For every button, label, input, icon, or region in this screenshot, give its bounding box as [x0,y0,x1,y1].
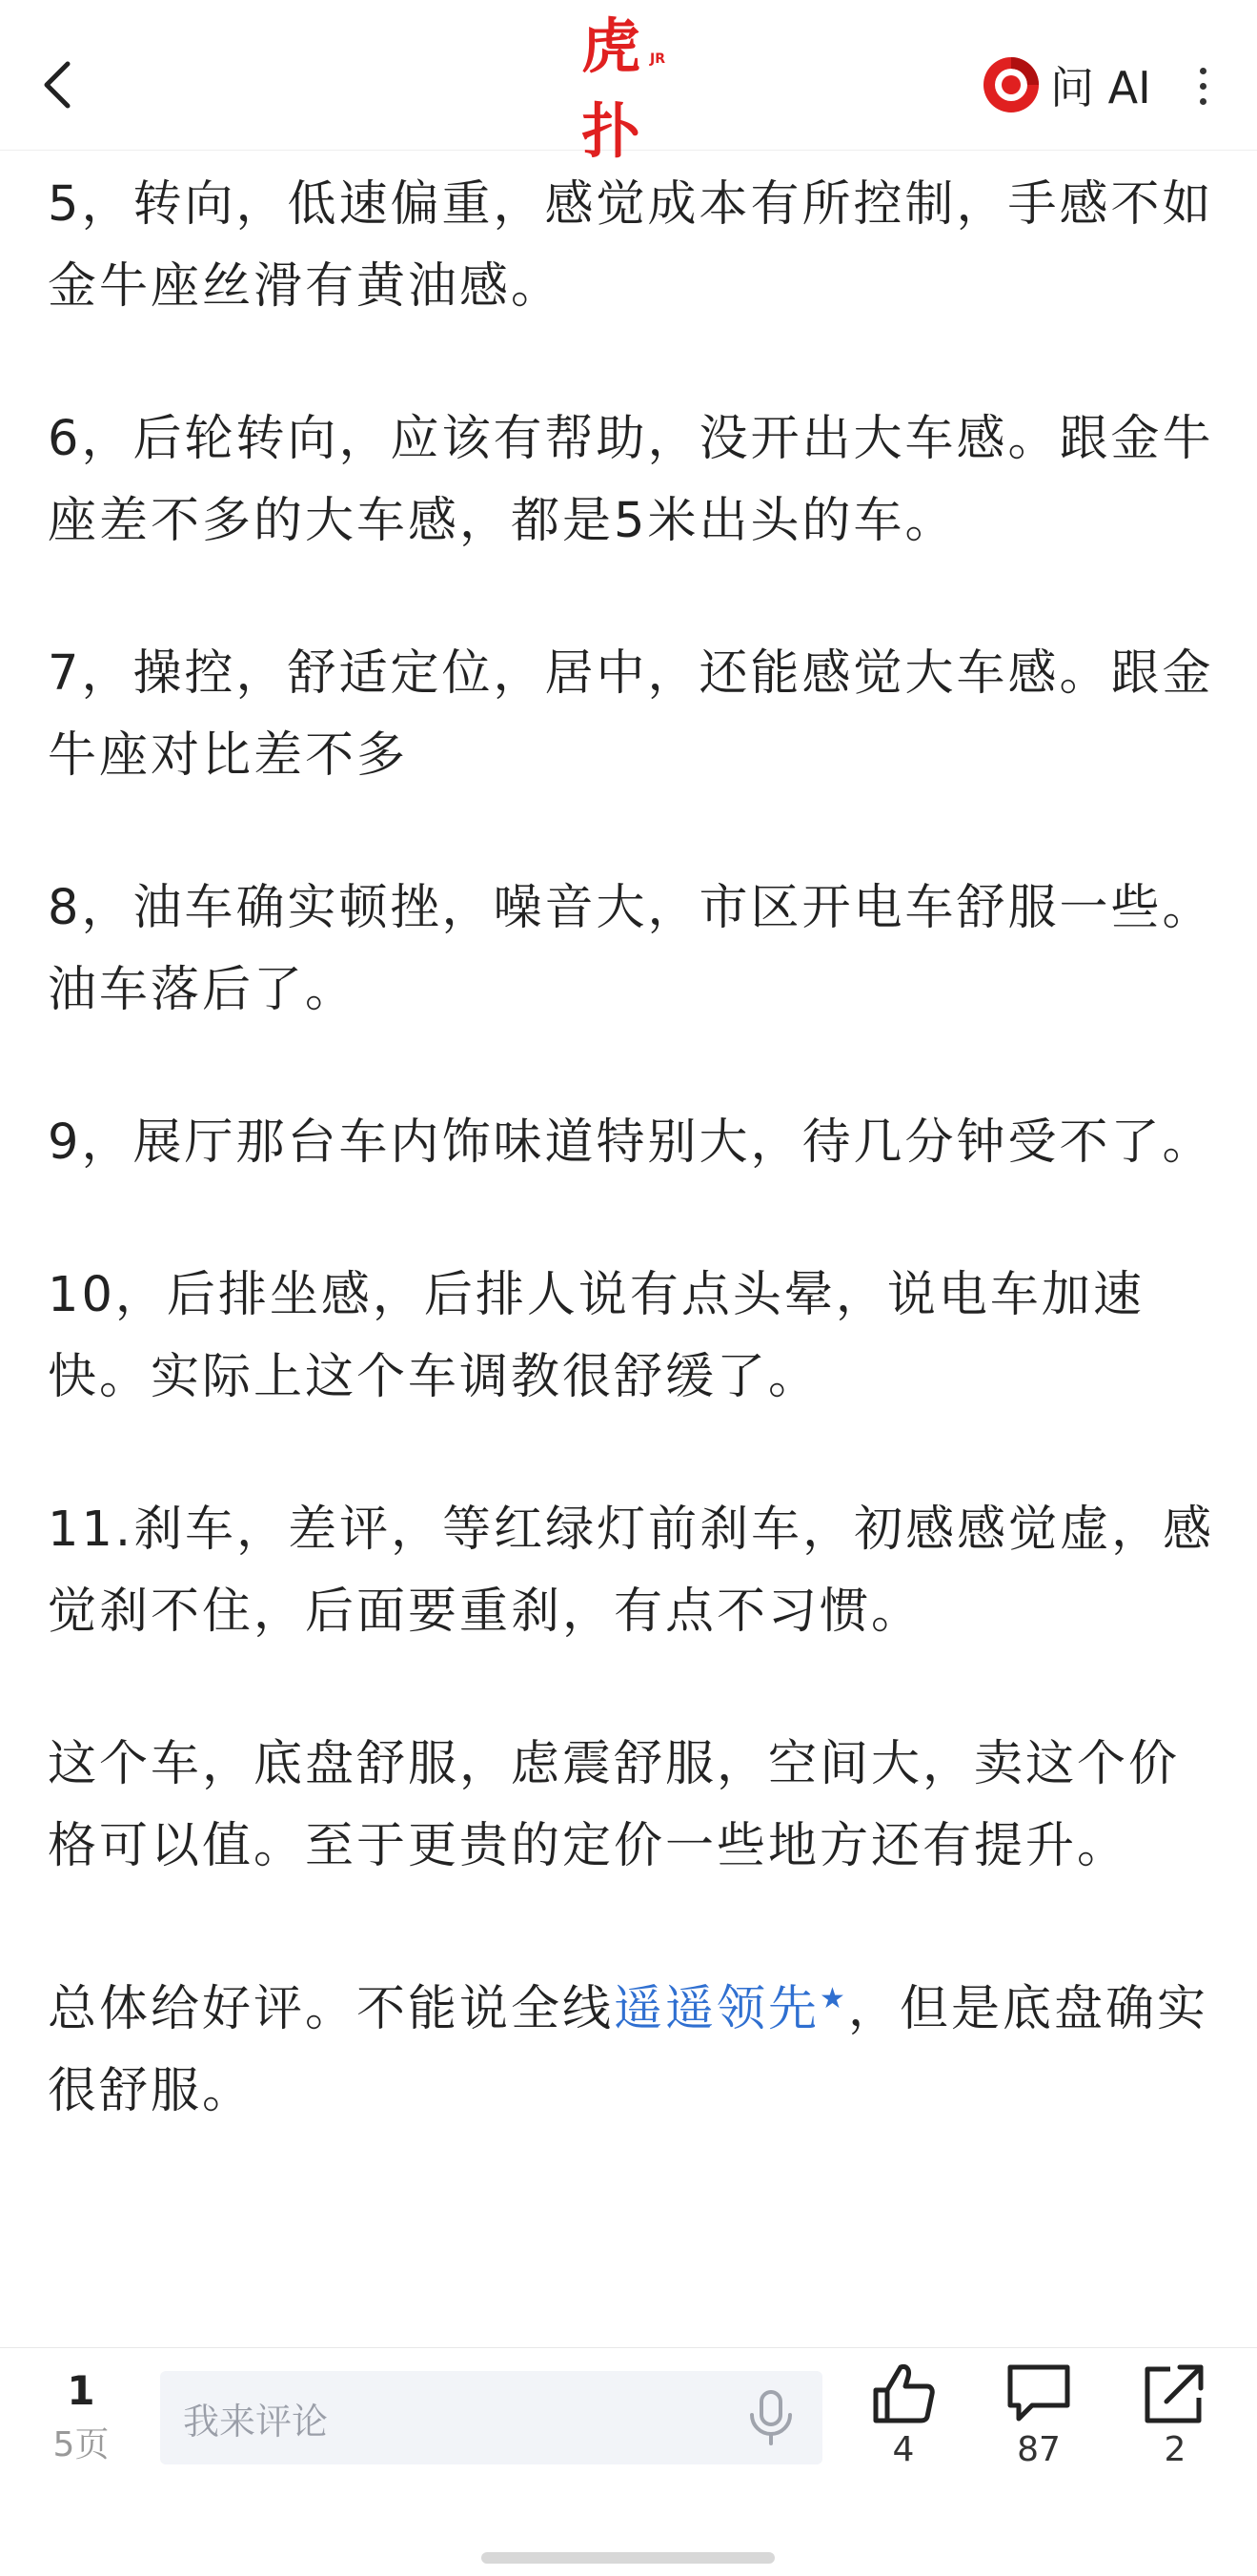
microphone-icon[interactable] [742,2388,800,2447]
bottom-action-bar [0,2347,1257,2576]
page-indicator[interactable] [38,2367,124,2466]
more-dot-icon [1200,68,1206,74]
home-indicator[interactable] [481,2552,775,2564]
paragraph: 这个车，底盘舒服，虑震舒服，空间大，卖这个价格可以值。至于更贵的定价一些地方还有提升。 [48,1736,1181,1874]
keyword-link-text: 遥遥领先 [614,1981,821,2037]
ask-ai-label: 问 AI [1050,62,1151,113]
page-current: 1 [67,2367,95,2414]
hupu-logo [581,11,677,166]
top-nav-bar [0,0,1257,166]
page-total: 5页 [52,2425,110,2464]
paragraph: 9，展厅那台车内饰味道特别大，待几分钟受不了。 [48,1114,1214,1171]
like-button[interactable] [856,2361,951,2469]
share-count: 2 [1164,2430,1186,2469]
paragraph: 11.刹车，差评，等红绿灯前刹车，初感感觉虚，感觉刹不住，后面要重刹，有点不习惯。 [48,1502,1215,1640]
share-icon [1142,2361,1208,2424]
share-button[interactable] [1127,2361,1223,2469]
paragraph: 8，油车确实顿挫，噪音大，市区开电车舒服一些。油车落后了。 [48,880,1214,1018]
sparkle-icon: ★ [820,1982,848,2015]
comment-placeholder: 我来评论 [183,2400,329,2443]
comment-button[interactable] [991,2361,1086,2469]
like-count: 4 [892,2430,915,2469]
summary-text-before: 总体给好评。不能说全线 [48,1981,615,2037]
keyword-link[interactable] [614,1981,848,2037]
logo-sup: JR [650,51,665,67]
post-content [48,164,1215,2203]
paragraph: 5，转向，低速偏重，感觉成本有所控制，手感不如金牛座丝滑有黄油感。 [48,176,1214,315]
paragraph: 10，后排坐感，后排人说有点头晕，说电车加速快。实际上这个车调教很舒缓了。 [48,1267,1145,1405]
ai-logo-icon [982,55,1041,114]
comment-bubble-icon [1005,2361,1072,2424]
back-button[interactable] [29,42,86,128]
comment-input[interactable] [160,2371,822,2464]
summary-text-after: ，但是底盘确实很舒服。 [48,1981,1208,2119]
logo-text: 虎扑 [581,11,636,166]
more-dot-icon [1200,98,1206,105]
more-options-button[interactable] [1182,55,1224,116]
ask-ai-button[interactable] [982,51,1151,118]
paragraph-summary [48,1958,1215,2133]
paragraph: 7，操控，舒适定位，居中，还能感觉大车感。跟金牛座对比差不多 [48,645,1214,784]
more-dot-icon [1200,83,1206,90]
thumbs-up-icon [870,2361,937,2424]
paragraph: 6，后轮转向，应该有帮助，没开出大车感。跟金牛座差不多的大车感，都是5米出头的车。 [48,411,1214,549]
comment-count: 87 [1017,2430,1061,2469]
chevron-left-icon [41,60,73,110]
